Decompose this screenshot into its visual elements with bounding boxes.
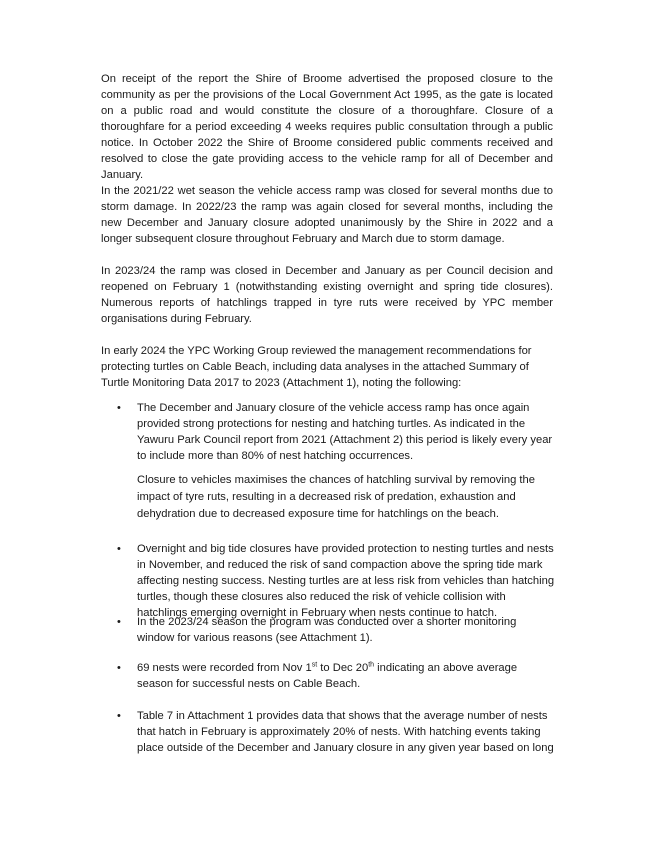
nests-text-part3: indicating an above average season for successful nests on Cable Beach. <box>137 662 518 690</box>
superscript-th: th <box>368 661 375 669</box>
nests-text-part2: to Dec 20 <box>317 662 369 674</box>
bullet-marker: • <box>117 616 121 628</box>
bullet-marker: • <box>117 543 121 555</box>
bullet-december-january-closure: The December and January closure of the vehicle access ramp has once again provided strong protections for nesting and hatching turtles. As indicated in the Yawuru Park Council report from 2021 (Attachment 2) this period is likely every year to include more than 80% of nest hatching occurrences. <box>137 402 553 462</box>
bullet-table-7-data: Table 7 in Attachment 1 provides data that shows that the average number of nests that hatch in February is approximately 20% of nests. With hatching events taking place outside of the December and January closure in any given year based on long <box>137 710 554 754</box>
bullet-marker: • <box>117 662 121 674</box>
paragraph-public-consultation: On receipt of the report the Shire of Broome advertised the proposed closure to the community as per the provisions of the Local Government Act 1995, as the gate is located on a public road and would constitute the closure of a thoroughfare. Closure of a thoroughfare for a period exceeding 4 weeks requires public consultation through a public notice. In October 2022 the Shire of Broome considered public comments received and resolved to close the gate providing access to the vehicle ramp for all of December and January. <box>101 73 553 181</box>
bullet-monitoring-window: In the 2023/24 season the program was conducted over a shorter monitoring window for various reasons (see Attachment 1). <box>137 616 517 644</box>
paragraph-storm-damage-closures: In the 2021/22 wet season the vehicle access ramp was closed for several months due to storm damage. In 2022/23 the ramp was again closed for several months, including the new December and January closure adopted unanimously by the Shire in 2022 and a longer subsequent closure throughout February and March due to storm damage. <box>101 185 553 245</box>
bullet-marker: • <box>117 402 121 414</box>
nests-text-part1: 69 nests were recorded from Nov 1 <box>137 662 312 674</box>
superscript-st: st <box>311 661 318 669</box>
paragraph-2023-24-closure: In 2023/24 the ramp was closed in December and January as per Council decision and reopened on February 1 (notwithstanding existing overnight and spring tide closures). Numerous reports of hatchlings trapped in tyre ruts were received by YPC member organisations during February. <box>101 265 553 325</box>
bullet-nests-recorded <box>137 660 555 692</box>
bullet-closure-continuation: Closure to vehicles maximises the chances of hatchling survival by removing the impact of tyre ruts, resulting in a decreased risk of predation, exhaustion and dehydration due to decreased exposure time for hatchlings on the beach. <box>137 474 535 520</box>
bullet-marker: • <box>117 710 121 722</box>
bullet-overnight-closures: Overnight and big tide closures have provided protection to nesting turtles and nests in November, and reduced the risk of sand compaction above the spring tide mark affecting nesting success. Nesting turtles are at less risk from vehicles than hatching turtles, though these closures also reduced the risk of vehicle collision with hatchlings emerging overnight in February when nests continue to hatch. <box>137 543 555 619</box>
paragraph-working-group-review: In early 2024 the YPC Working Group reviewed the management recommendations for protecting turtles on Cable Beach, including data analyses in the attached Summary of Turtle Monitoring Data 2017 to 2023 (Attachment 1), noting the following: <box>101 345 532 389</box>
